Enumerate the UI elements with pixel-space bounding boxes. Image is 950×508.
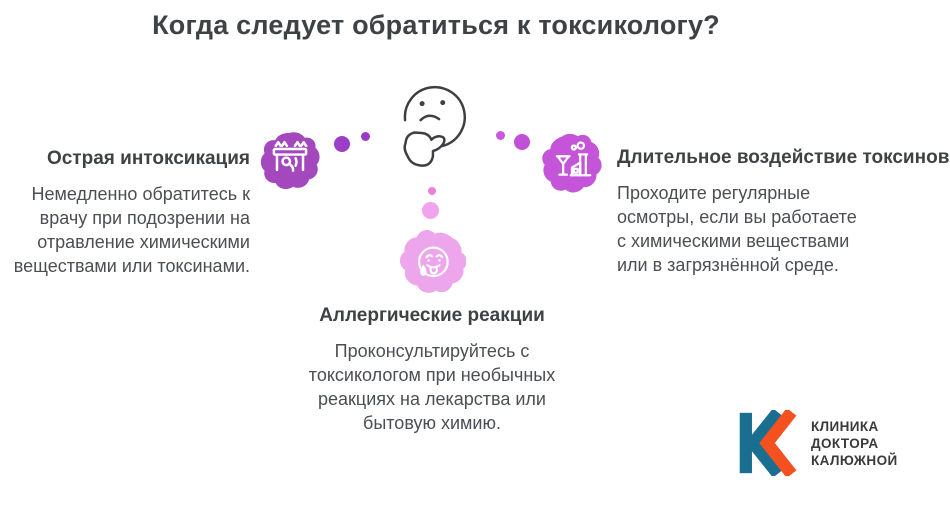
- blob-shape: [398, 228, 466, 297]
- poisoning-table-icon: [258, 131, 322, 193]
- figure-mark: [296, 158, 297, 165]
- face-eye-right: [440, 100, 445, 105]
- logo-line: ДОКТОРА: [811, 435, 879, 451]
- section-title: Острая интоксикация: [46, 148, 250, 169]
- clinic-logo-text: [811, 418, 898, 469]
- connector-dot: [334, 136, 350, 152]
- section-body: Проходите регулярные осмотры, если вы работаете с химическими веществами или в загрязнённой среде.: [617, 183, 857, 275]
- clinic-logo: [735, 410, 898, 476]
- logo-line: КЛИНИКА: [811, 418, 879, 434]
- page-title: Когда следует обратиться к токсикологу?: [152, 10, 720, 40]
- kk-logo-mark: [735, 410, 801, 476]
- logo-line: КАЛЮЖНОЙ: [811, 452, 898, 468]
- section-title: Аллергические реакции: [319, 305, 545, 326]
- face-frown: [421, 116, 440, 120]
- section-body: Немедленно обратитесь к врачу при подозрении на отравление химическими веществами или токсинами.: [13, 184, 250, 276]
- section-title: Длительное воздействие токсинов: [617, 147, 950, 168]
- connector-dot: [361, 132, 370, 141]
- factory-pollution-icon: [540, 133, 604, 196]
- connector-dot: [428, 187, 436, 195]
- thinking-face-icon: [393, 83, 477, 181]
- section-toxin-exposure: [617, 147, 950, 277]
- section-acute-intoxication: [6, 148, 250, 278]
- section-body: Проконсультируйтесь с токсикологом при необычных реакциях на лекарства или бытовую химию.: [308, 341, 556, 433]
- sick-eye-right: [438, 259, 440, 261]
- connector-dot: [514, 134, 530, 150]
- connector-dot: [496, 131, 505, 140]
- face-eye-left: [420, 101, 425, 106]
- blob-shape: [540, 133, 604, 196]
- sick-face-icon: [398, 228, 466, 297]
- connector-dot: [422, 202, 439, 219]
- section-allergic-reactions: [307, 305, 557, 435]
- sick-eye-left: [427, 259, 429, 261]
- thinking-hand: [405, 133, 445, 166]
